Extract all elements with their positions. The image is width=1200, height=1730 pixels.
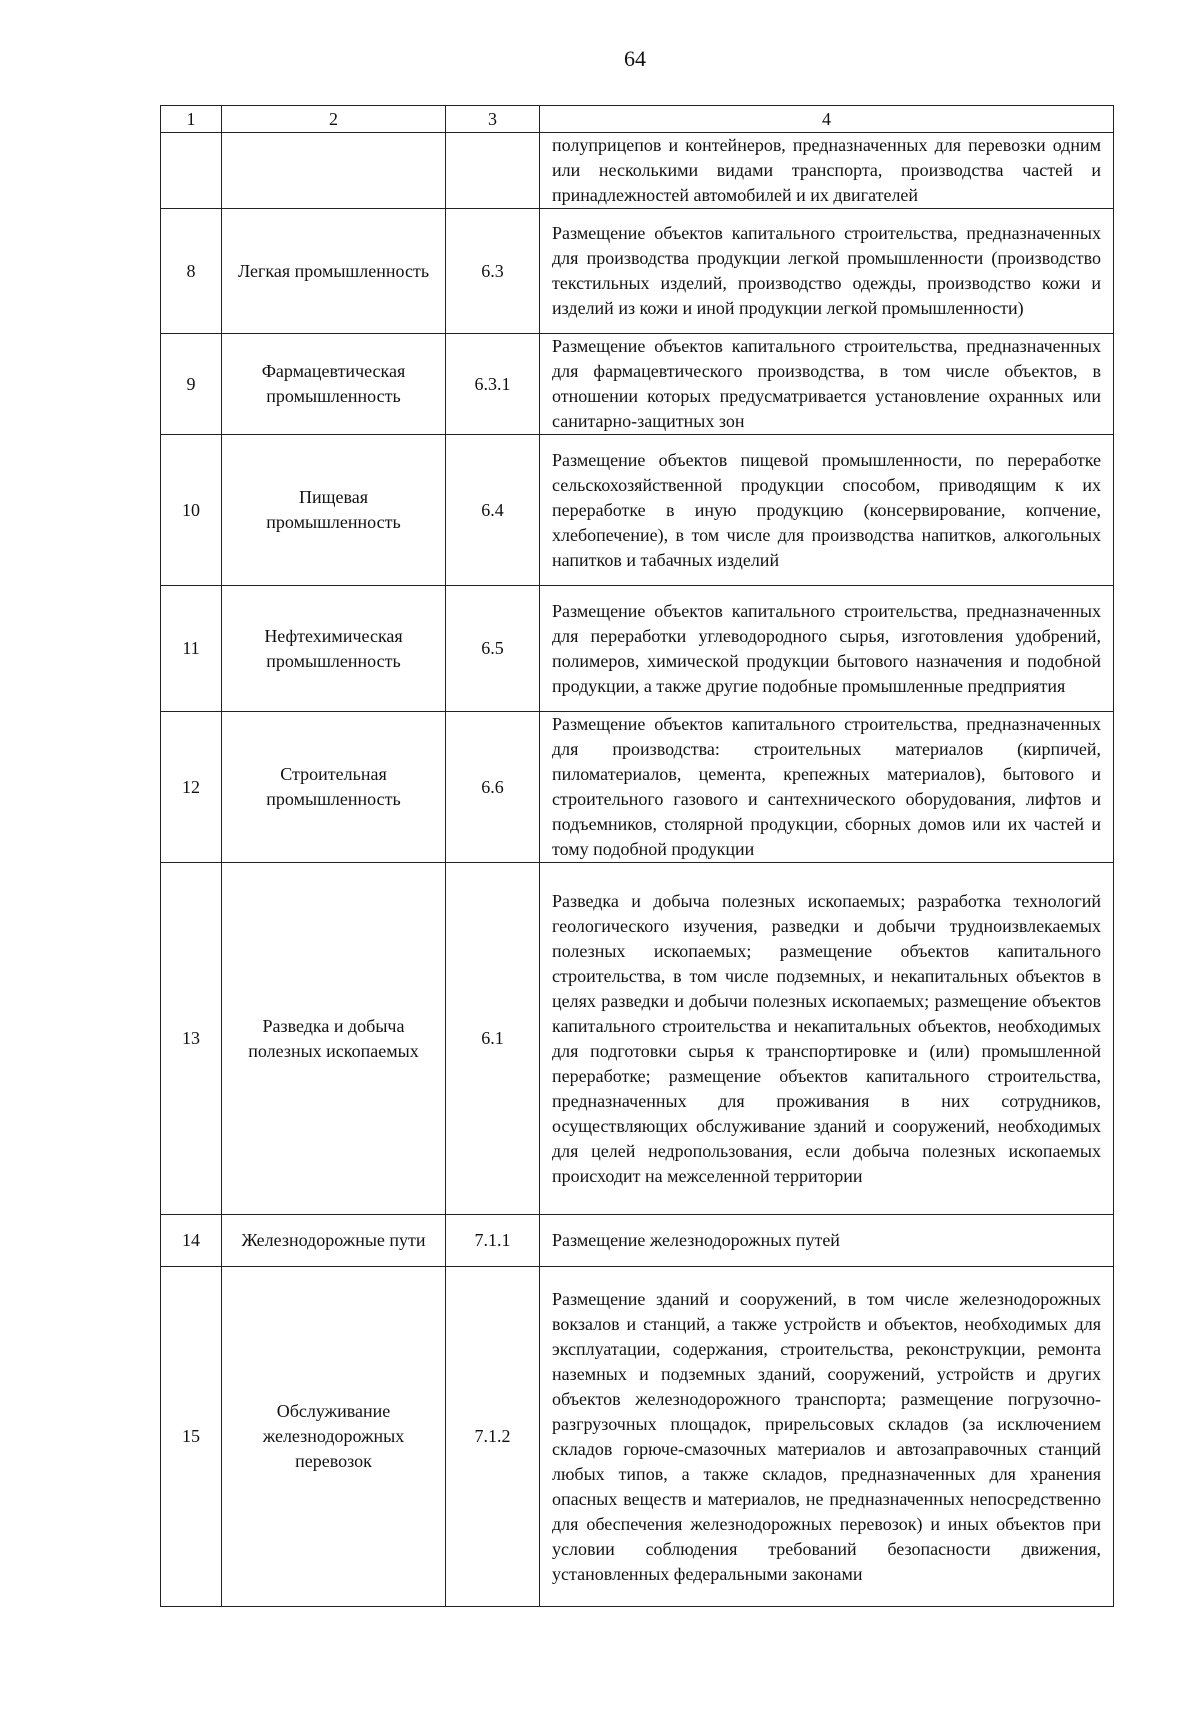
table-row (161, 435, 1114, 586)
row-name: Нефтехимическая промышленность (222, 586, 446, 712)
table-row (161, 334, 1114, 435)
row-code: 6.1 (446, 863, 540, 1215)
row-number: 13 (161, 863, 222, 1215)
row-description: полуприцепов и контейнеров, предназначенных для перевозки одним или несколькими видами транспорта, производства частей и принадлежностей автомобилей и их двигателей (540, 133, 1114, 209)
row-description: Разведка и добыча полезных ископаемых; разработка технологий геологического изучения, разведки и добычи трудноизвлекаемых полезных ископаемых; размещение объектов капитального строительства, в том числе подземных, и некапитальных объектов в целях разведки и добычи полезных ископаемых; размещение объектов капитального строительства и некапитальных объектов, необходимых для подготовки сырья к транспортировке и (или) промышленной переработке; размещение объектов капитального строительства, предназначенных для проживания в них сотрудников, осуществляющих обслуживание зданий и сооружений, необходимых для целей недропользования, если добыча полезных ископаемых происходит на межселенной территории (540, 863, 1114, 1215)
land-use-table (160, 105, 1114, 1607)
row-number: 15 (161, 1267, 222, 1607)
table-row (161, 209, 1114, 334)
table-row (161, 1215, 1114, 1267)
row-number: 8 (161, 209, 222, 334)
row-number: 11 (161, 586, 222, 712)
row-code (446, 133, 540, 209)
table-row (161, 863, 1114, 1215)
row-code: 6.3.1 (446, 334, 540, 435)
row-name: Железнодорожные пути (222, 1215, 446, 1267)
row-code: 6.5 (446, 586, 540, 712)
row-name: Фармацевтическая промышленность (222, 334, 446, 435)
table-header-row (161, 106, 1114, 133)
row-description: Размещение зданий и сооружений, в том числе железнодорожных вокзалов и станций, а также устройств и объектов, необходимых для эксплуатации, содержания, строительства, реконструкции, ремонта наземных и подземных зданий, сооружений, устройств и других объектов железнодорожного транспорта; размещение погрузочно-разгрузочных площадок, прирельсовых складов (за исключением складов горюче-смазочных материалов и автозаправочных станций любых типов, а также складов, предназначенных для хранения опасных веществ и материалов, не предназначенных непосредственно для обеспечения железнодорожных перевозок) и иных объектов при условии соблюдения требований безопасности движения, установленных федеральными законами (540, 1267, 1114, 1607)
header-col-3: 3 (446, 106, 540, 133)
row-code: 7.1.1 (446, 1215, 540, 1267)
table-row (161, 133, 1114, 209)
row-number: 12 (161, 712, 222, 863)
row-code: 6.3 (446, 209, 540, 334)
row-description: Размещение объектов пищевой промышленности, по переработке сельскохозяйственной продукции способом, приводящим к их переработке в иную продукцию (консервирование, копчение, хлебопечение), в том числе для производства напитков, алкогольных напитков и табачных изделий (540, 435, 1114, 586)
page-number: 64 (624, 46, 646, 71)
row-description: Размещение объектов капитального строительства, предназначенных для переработки углеводородного сырья, изготовления удобрений, полимеров, химической продукции бытового назначения и подобной продукции, а также другие подобные промышленные предприятия (540, 586, 1114, 712)
row-description: Размещение железнодорожных путей (540, 1215, 1114, 1267)
row-number: 9 (161, 334, 222, 435)
table-row (161, 1267, 1114, 1607)
header-col-4: 4 (540, 106, 1114, 133)
row-code: 7.1.2 (446, 1267, 540, 1607)
row-name: Обслуживание железнодорожных перевозок (222, 1267, 446, 1607)
row-code: 6.6 (446, 712, 540, 863)
row-description: Размещение объектов капитального строительства, предназначенных для производства: строительных материалов (кирпичей, пиломатериалов, цемента, крепежных материалов), бытового и строительного газового и сантехнического оборудования, лифтов и подъемников, столярной продукции, сборных домов или их частей и тому подобной продукции (540, 712, 1114, 863)
row-number (161, 133, 222, 209)
row-name: Строительная промышленность (222, 712, 446, 863)
row-name: Легкая промышленность (222, 209, 446, 334)
row-description: Размещение объектов капитального строительства, предназначенных для фармацевтического производства, в том числе объектов, в отношении которых предусматривается установление охранных или санитарно-защитных зон (540, 334, 1114, 435)
row-name: Разведка и добыча полезных ископаемых (222, 863, 446, 1215)
header-col-2: 2 (222, 106, 446, 133)
row-description: Размещение объектов капитального строительства, предназначенных для производства продукции легкой промышленности (производство текстильных изделий, производство одежды, производство кожи и изделий из кожи и иной продукции легкой промышленности) (540, 209, 1114, 334)
table-row (161, 712, 1114, 863)
row-number: 14 (161, 1215, 222, 1267)
row-number: 10 (161, 435, 222, 586)
row-name: Пищевая промышленность (222, 435, 446, 586)
row-code: 6.4 (446, 435, 540, 586)
header-col-1: 1 (161, 106, 222, 133)
table-row (161, 586, 1114, 712)
row-name (222, 133, 446, 209)
